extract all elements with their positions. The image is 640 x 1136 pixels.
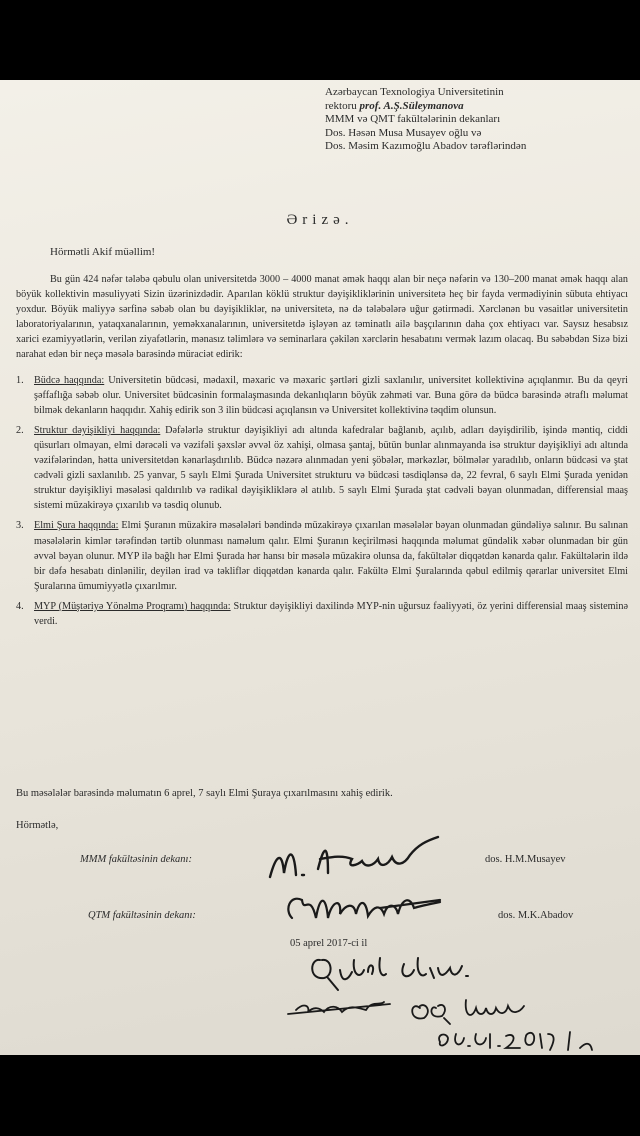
addressee-line [325,100,635,114]
salutation: Hörmətli Akif müəllim! [50,246,156,258]
item-number: 3. [16,520,24,532]
item-number: 2. [16,424,24,436]
item-text: Universitetin büdcəsi, mədaxil, məxaric və məxaric şərtləri gizli saxlanılır, universitet kollektivinə açıqlanmır. Bu da qeyri şəffaflığa səbəb olur. Universitet büdcəsinin formalaşmasında dekanlıqların böyük zəhməti var. Buna görə də büdcə barəsində ətraflı məlumat bilmək dekanların haqqıdır. Xahiş edirik son 3 ilin büdcəsi açıqlansın və Universitet kollektivinə təqdim olunsun. [34,374,628,416]
issue-list [16,373,628,630]
document-title: Ərizə. [286,212,354,228]
addressee-line: Dos. Həsən Musa Musayev oğlu və [325,126,482,139]
addressee-block [325,86,635,154]
document-date: 05 aprel 2017-ci il [290,938,368,949]
signature-mmm-icon [262,835,462,885]
list-item [16,423,628,514]
addressee-line: Azərbaycan Texnologiya Universitetinin [325,86,504,98]
document-page [0,80,640,1055]
item-number: 4. [16,600,24,612]
list-item [16,373,628,418]
item-heading: MYP (Müştəriyə Yönəlmə Proqramı) haqqında: [34,600,231,612]
addressee-line: Dos. Məsim Kazımoğlu Abadov tərəflərindən [325,140,527,152]
signatory-name-mmm: dos. H.M.Musayev [485,854,566,865]
addressee-role: rektoru [325,99,357,112]
signatory-name-qtm: dos. M.K.Abadov [498,910,574,921]
item-text: Dəfələrlə struktur dəyişikliyi adı altında kafedralar bağlanıb, açılıb, adları dəyişdirilib, işində məntiq, ciddi qüsurları olmayan, elmi dərəcəli və vəzifəli şəxslər əvvəl öz xahişi, olmasa şantaj, bütün bunlar alınmayanda isə struktur dəyişikliyi adı altında vəzifələrindən, hətta universitetdən kənarlaşdırılıb. Büdcə nəzərə alınmadan yeni şöbələr, mərkəzlər, bölmələr yaradılıb, onların büdcəsi və ştat cədvəli gizli saxlanılıb. 25 yanvar, 5 saylı Elmi Şurada Universitet strukturu və büdcəsi təsdiqlənsə də, 22 fevral, 6 saylı Elmi Şurada yenidən struktur dəyişikliyi məsələsi qaldırılıb və radikal dəyişikliklərə əl atılıb. 5 saylı Elmi Şurada ştat cədvəli bəyan olunmadan, differensial maaş sistemi müzakirəyə çıxarılıb və təsdiq olunub. [34,424,628,512]
item-text: Elmi Şuranın müzakirə məsələləri bəndində müzakirəyə çıxarılan məsələlər bəyan olunmadan gündəliyə salınır. Bu salınan məsələlərin kimlər tərəfindən tərtib olunması naməlum qalır. Elmi Şuranın keçirilməsi haqqında məlumat gündəlik xəbər olunmadan bir gün əvvəl bəyan olunur. MYP ilə bağlı hər Elmi Şurada hər hansı bir məsələ müzakirə olunsa da, fakültələr diqqətdən kənarda qalır. Fakültələrin ildə bir dəfə hesabatı dinlənilir, deyilən irad və təkliflər diqqətdən kənarda qalır. Fakültə Elmi Şuralarında qəbul edilmiş qərarlar universitet Elmi Şuralarına ümumiyyətlə çıxarılmır. [34,520,628,592]
closing-request: Bu məsələlər barəsində məlumatın 6 aprel, 7 saylı Elmi Şuraya çıxarılmasını xahiş edirik. [16,788,393,799]
addressee-line: MMM və QMT fakültələrinin dekanları [325,113,501,125]
handwritten-acceptance-icon [280,950,630,1055]
document-body [16,272,628,634]
item-heading: Büdcə haqqında: [34,374,105,386]
regards: Hörmətlə, [16,820,59,831]
intro-paragraph: Bu gün 424 nəfər tələbə qəbulu olan universitetdə 3000 – 4000 manat əmək haqqı alan bir neçə nəfərin və 130–200 manat əmək haqqı alan böyük kollektivin məsuliyyəti Sizin üzərinizdədir. Aparılan köklü struktur dəyişikliklərinin universitetə heç bir fayda vermədiyinin sübuta ehtiyacı yoxdur. Böyük maliyyə sərfinə səbəb olan bu dəyişikliklər, nə universitetə, nə də tələbələrə uğur gətirmədi. Xərclənən bu vəsaitlər universitetin laboratoriyalarının, yataqxanalarının, yeməkxanalarının, universitetdə işləyən az təminatlı ailə başçılarının daha çox ehtiyacı var. Saysız hesabsız xarici ezamiyyətlərin, verilən ziyafətlərin, mənasız təlimlərə və seminarlara çəkilən xərclərin hesabatını vermək lazım olacaq. Bu səbəbdən Sizə bizi narahat edən bir neçə məsələ barəsində müraciət edirik: [16,274,628,361]
rector-name: prof. A.Ş.Süleymanova [359,99,464,112]
item-text: Struktur dəyişikliyi daxilində MYP-nin uğursuz fəaliyyəti, öz yerini differensial maaş sisteminə verdi. [34,600,628,627]
signatory-label-mmm: MMM fakültəsinin dekanı: [80,854,192,865]
item-heading: Elmi Şura haqqında: [34,520,119,532]
item-heading: Struktur dəyişikliyi haqqında: [34,424,161,436]
signatory-label-qtm: QTM fakültəsinin dekanı: [88,910,196,921]
list-item [16,599,628,629]
item-number: 1. [16,374,24,386]
list-item [16,518,628,593]
signature-qtm-icon [280,888,450,930]
